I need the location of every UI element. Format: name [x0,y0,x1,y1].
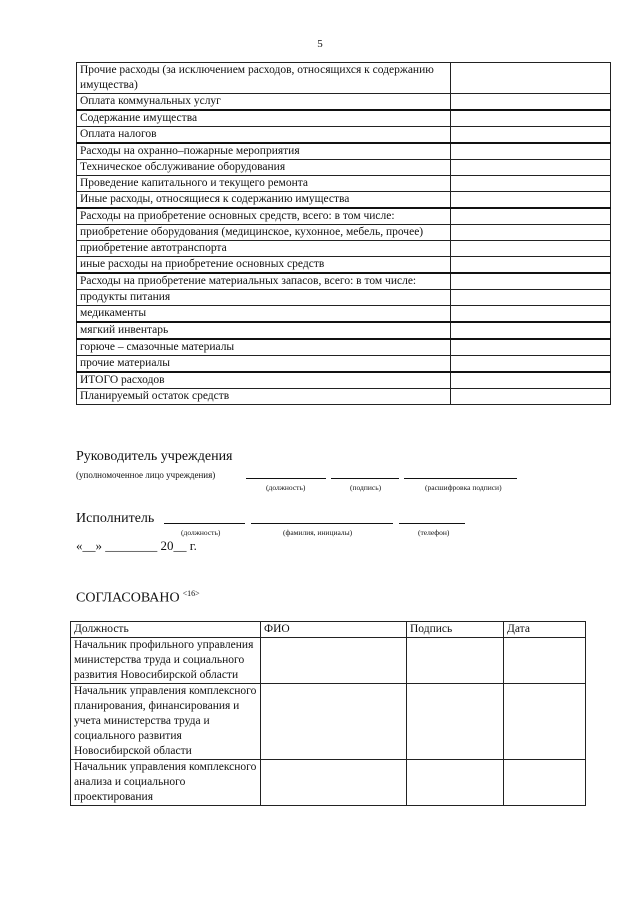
caption-position: (должность) [266,483,306,492]
approval-position: Начальник управления комплексного анализа и социального проектирования [71,760,261,806]
authorized-note: (уполномоченное лицо учреждения) [76,470,216,480]
approval-position: Начальник профильного управления министерства труда и социального развития Новосибирской области [71,638,261,684]
date-line: «__» ________ 20__ г. [76,538,197,553]
approval-signature-cell[interactable] [407,638,504,684]
expense-row [77,257,611,274]
approval-signature-cell[interactable] [407,760,504,806]
expense-value-cell[interactable] [451,339,611,356]
head-title: Руководитель учреждения [76,449,233,464]
approval-row [71,760,586,806]
approval-header-cell: ФИО [261,622,407,638]
expense-label: Содержание имущества [77,110,451,127]
approval-position: Начальник управления комплексного планирования, финансирования и учета министерства труда и социального развития Новосибирской области [71,684,261,760]
expense-label: прочие материалы [77,356,451,373]
expense-label: Прочие расходы (за исключением расходов, относящихся к содержанию имущества) [77,63,451,94]
signature-line[interactable] [331,478,399,479]
expense-value-cell[interactable] [451,372,611,389]
footnote-mark: <16> [182,589,200,598]
expense-row [77,192,611,209]
executor-position-line[interactable] [164,523,245,524]
caption-position-2: (должность) [181,528,221,537]
executor-name-line[interactable] [251,523,393,524]
expense-value-cell[interactable] [451,290,611,306]
approval-fio-cell[interactable] [261,684,407,760]
approval-heading [76,589,200,607]
expense-value-cell[interactable] [451,127,611,144]
expense-value-cell[interactable] [451,208,611,225]
approval-date-cell[interactable] [504,638,586,684]
expense-row [77,372,611,389]
expense-value-cell[interactable] [451,143,611,160]
expense-row [77,225,611,241]
expense-label: Иные расходы, относящиеся к содержанию имущества [77,192,451,209]
expense-label: Оплата налогов [77,127,451,144]
approval-header-cell: Должность [71,622,261,638]
position-line[interactable] [246,478,326,479]
approval-header-cell: Дата [504,622,586,638]
expense-value-cell[interactable] [451,389,611,405]
expense-value-cell[interactable] [451,322,611,339]
expense-value-cell[interactable] [451,273,611,290]
executor-label: Исполнитель [76,511,155,526]
approval-title: СОГЛАСОВАНО [76,590,180,606]
expense-label: Планируемый остаток средств [77,389,451,405]
expense-value-cell[interactable] [451,94,611,111]
expense-value-cell[interactable] [451,192,611,209]
expense-value-cell[interactable] [451,225,611,241]
expense-label: мягкий инвентарь [77,322,451,339]
expense-label: приобретение автотранспорта [77,241,451,257]
expense-value-cell[interactable] [451,241,611,257]
approval-date-cell[interactable] [504,684,586,760]
expense-label: продукты питания [77,290,451,306]
expense-value-cell[interactable] [451,176,611,192]
expense-value-cell[interactable] [451,257,611,274]
caption-decoding: (расшифровка подписи) [425,483,502,492]
expense-label: медикаменты [77,306,451,323]
expense-label: горюче – смазочные материалы [77,339,451,356]
expense-label: Расходы на охранно–пожарные мероприятия [77,143,451,160]
expenses-table [76,62,611,405]
approval-header-row [71,622,586,638]
expense-label: ИТОГО расходов [77,372,451,389]
expense-row [77,176,611,192]
page-number: 5 [317,38,323,50]
expense-value-cell[interactable] [451,356,611,373]
expense-label: Расходы на приобретение материальных запасов, всего: в том числе: [77,273,451,290]
approval-date-cell[interactable] [504,760,586,806]
expense-row [77,306,611,323]
expense-value-cell[interactable] [451,306,611,323]
executor-phone-line[interactable] [399,523,465,524]
expense-label: иные расходы на приобретение основных средств [77,257,451,274]
expense-row [77,339,611,356]
caption-signature: (подпись) [350,483,382,492]
approval-row [71,684,586,760]
expense-label: Расходы на приобретение основных средств, всего: в том числе: [77,208,451,225]
expense-label: Техническое обслуживание оборудования [77,160,451,176]
expense-row [77,389,611,405]
expense-row [77,94,611,111]
expense-row [77,273,611,290]
expense-label: Проведение капитального и текущего ремонта [77,176,451,192]
expense-row [77,208,611,225]
approval-signature-cell[interactable] [407,684,504,760]
expense-row [77,110,611,127]
expense-row [77,143,611,160]
expense-value-cell[interactable] [451,160,611,176]
approval-table [70,621,586,806]
expense-row [77,160,611,176]
expense-row [77,63,611,94]
approval-fio-cell[interactable] [261,638,407,684]
caption-name: (фамилия, инициалы) [283,528,353,537]
expense-value-cell[interactable] [451,110,611,127]
expense-value-cell[interactable] [451,63,611,94]
approval-row [71,638,586,684]
approval-header-cell: Подпись [407,622,504,638]
caption-phone: (телефон) [418,528,450,537]
expense-row [77,241,611,257]
decoding-line[interactable] [404,478,517,479]
expense-label: приобретение оборудования (медицинское, кухонное, мебель, прочее) [77,225,451,241]
expense-row [77,127,611,144]
expense-row [77,322,611,339]
expense-label: Оплата коммунальных услуг [77,94,451,111]
expense-row [77,356,611,373]
expense-row [77,290,611,306]
approval-fio-cell[interactable] [261,760,407,806]
